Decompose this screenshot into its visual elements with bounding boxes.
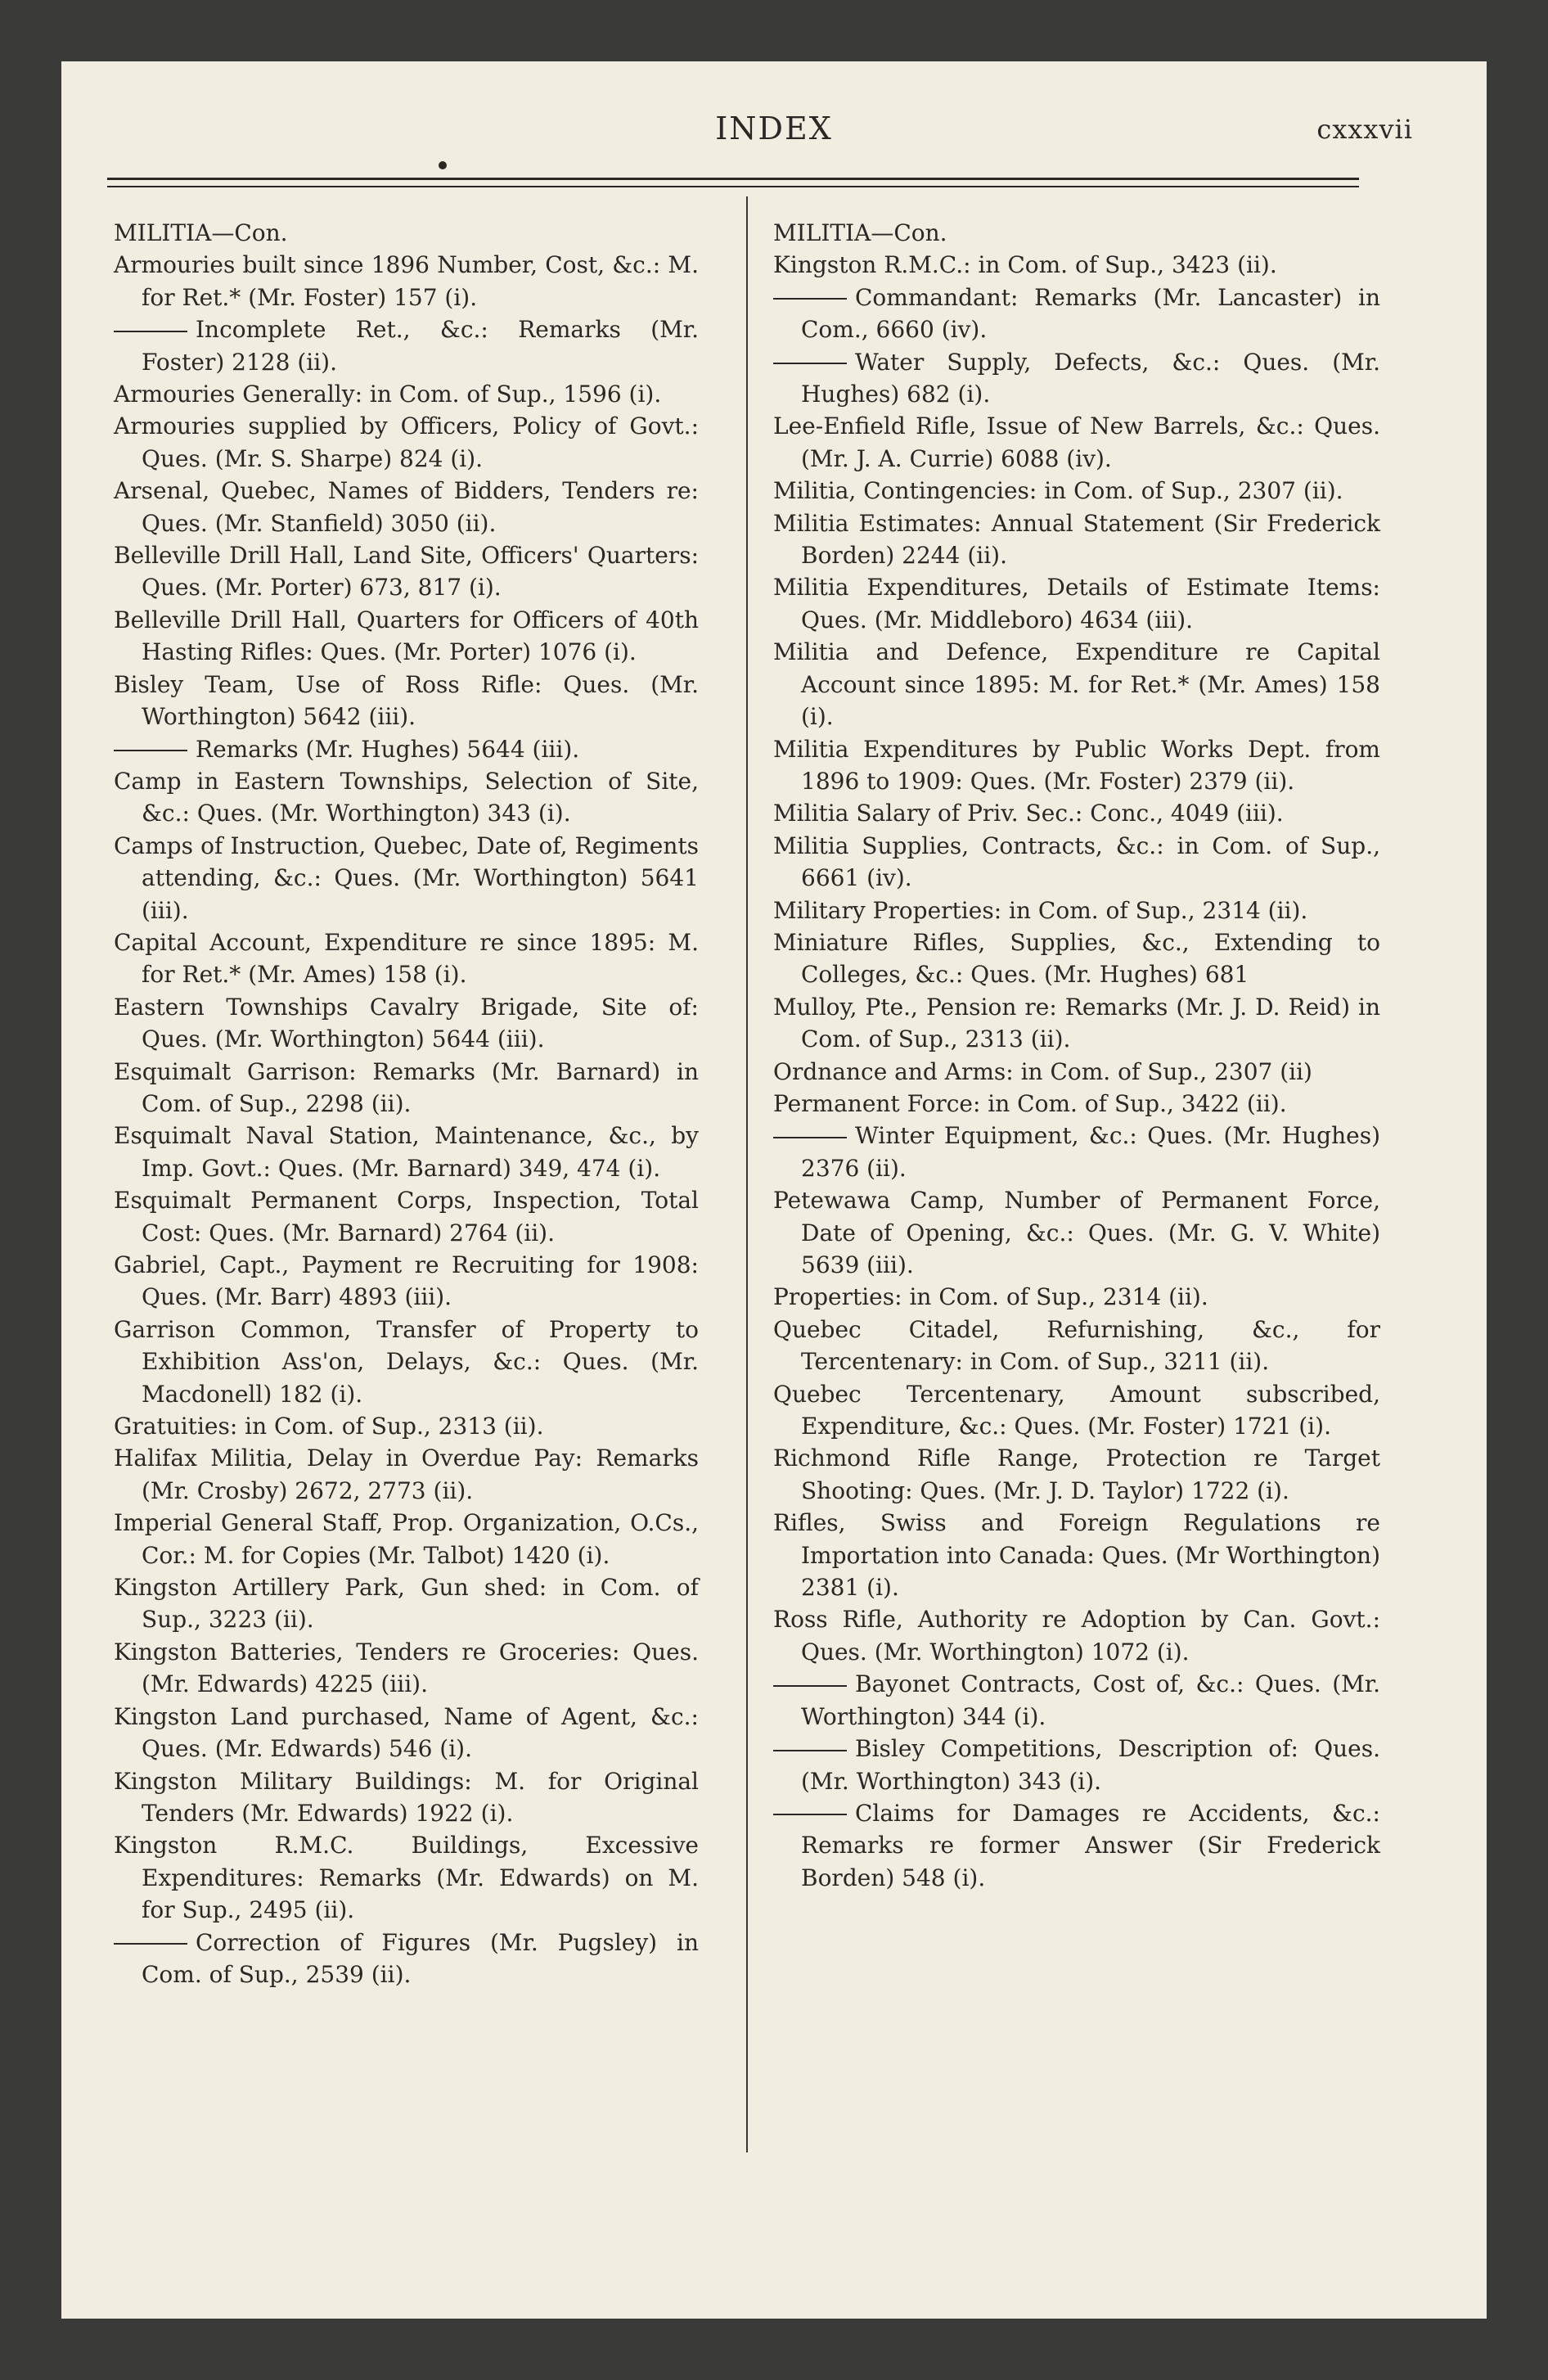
index-entry-text: Kingston Land purchased, Name of Agent, &c.: Ques. (Mr. Edwards) 546 (i). — [114, 1702, 699, 1763]
index-entry-text: Properties: in Com. of Sup., 2314 (ii). — [773, 1283, 1208, 1311]
index-entry-text: Armouries built since 1896 Number, Cost, &c.: M. for Ret.* (Mr. Foster) 157 (i). — [114, 251, 699, 311]
index-entry — [773, 926, 1380, 991]
index-entry-text: Militia Supplies, Contracts, &c.: in Com. of Sup., 6661 (iv). — [773, 832, 1380, 892]
index-entry-text: Armouries Generally: in Com. of Sup., 1596 (i). — [114, 381, 662, 408]
page-title: INDEX — [715, 110, 833, 146]
index-entry — [773, 410, 1380, 475]
index-entry — [114, 1507, 699, 1571]
index-entry — [773, 1507, 1380, 1603]
index-entry — [773, 895, 1380, 926]
index-entry-text: Gratuities: in Com. of Sup., 2313 (ii). — [114, 1413, 544, 1440]
index-entry-text: Garrison Common, Transfer of Property to Exhibition Ass'on, Delays, &c.: Ques. (Mr. Macdonell) 182 (i). — [114, 1315, 699, 1408]
ditto-dash — [773, 363, 847, 364]
index-entry — [114, 313, 699, 378]
index-entry-text: Camp in Eastern Townships, Selection of Site, &c.: Ques. (Mr. Worthington) 343 (i). — [114, 767, 699, 827]
ditto-dash — [773, 1685, 847, 1687]
index-entry-text: Armouries supplied by Officers, Policy of Govt.: Ques. (Mr. S. Sharpe) 824 (i). — [114, 412, 699, 472]
index-entry — [773, 830, 1380, 895]
index-entry-text: Richmond Rifle Range, Protection re Target Shooting: Ques. (Mr. J. D. Taylor) 1722 (i). — [773, 1445, 1380, 1504]
index-entry — [773, 1603, 1380, 1668]
index-entry — [114, 1701, 699, 1765]
index-entry — [114, 539, 699, 604]
index-entry — [114, 1927, 699, 1991]
index-entry — [114, 475, 699, 539]
index-entry — [114, 926, 699, 991]
index-entry — [114, 830, 699, 926]
index-entry-text: Commandant: Remarks (Mr. Lancaster) in Com., 6660 (iv). — [801, 283, 1380, 344]
page-header — [61, 110, 1487, 160]
index-entry-text: Gabriel, Capt., Payment re Recruiting for 1908: Ques. (Mr. Barr) 4893 (iii). — [114, 1251, 699, 1311]
index-entry — [773, 282, 1380, 346]
index-entry-text: Ordnance and Arms: in Com. of Sup., 2307 (ii) — [773, 1057, 1312, 1085]
index-entry — [773, 991, 1380, 1056]
left-entries — [114, 249, 699, 1990]
index-entry — [773, 1668, 1380, 1733]
index-entry — [114, 765, 699, 830]
index-entry — [114, 991, 699, 1056]
index-entry — [114, 1765, 699, 1830]
printer-dot — [439, 161, 447, 169]
index-entry-text: Military Properties: in Com. of Sup., 2314 (ii). — [773, 896, 1308, 924]
index-entry-text: Militia Expenditures by Public Works Dept. from 1896 to 1909: Ques. (Mr. Foster) 2379 (ii). — [773, 735, 1380, 795]
index-entry-text: Petewawa Camp, Number of Permanent Force, Date of Opening, &c.: Ques. (Mr. G. V. White) 5639 (iii). — [773, 1187, 1380, 1278]
index-entry — [773, 733, 1380, 798]
index-entry — [114, 1184, 699, 1249]
index-entry-text: Militia Expenditures, Details of Estimate Items: Ques. (Mr. Middleboro) 4634 (iii). — [773, 574, 1380, 633]
index-entry — [773, 475, 1380, 507]
index-entry-text: Mulloy, Pte., Pension re: Remarks (Mr. J. D. Reid) in Com. of Sup., 2313 (ii). — [773, 993, 1380, 1053]
index-entry-text: Kingston Military Buildings: M. for Original Tenders (Mr. Edwards) 1922 (i). — [114, 1767, 699, 1827]
index-entry-text: Ross Rifle, Authority re Adoption by Can. Govt.: Ques. (Mr. Worthington) 1072 (i). — [773, 1606, 1380, 1666]
index-entry-text: Miniature Rifles, Supplies, &c., Extending to Colleges, &c.: Ques. (Mr. Hughes) 681 — [773, 928, 1380, 989]
index-entry — [114, 1056, 699, 1120]
ditto-dash — [114, 750, 187, 751]
index-entry-text: Kingston R.M.C.: in Com. of Sup., 3423 (ii). — [773, 251, 1277, 279]
index-entry-text: Capital Account, Expenditure re since 1895: M. for Ret.* (Mr. Ames) 158 (i). — [114, 928, 699, 989]
index-entry — [773, 1314, 1380, 1378]
index-entry-text: Incomplete Ret., &c.: Remarks (Mr. Foster) 2128 (ii). — [142, 316, 699, 376]
index-entry — [114, 1442, 699, 1507]
index-entry — [114, 1636, 699, 1701]
index-entry-text: Eastern Townships Cavalry Brigade, Site of: Ques. (Mr. Worthington) 5644 (iii). — [114, 993, 699, 1053]
index-entry-text: Claims for Damages re Accidents, &c.: Remarks re former Answer (Sir Frederick Borden) 548 (i). — [801, 1799, 1380, 1891]
page-number: cxxxvii — [1316, 114, 1413, 145]
index-entry-text: Kingston Artillery Park, Gun shed: in Com. of Sup., 3223 (ii). — [114, 1574, 699, 1634]
index-entry-text: Militia Salary of Priv. Sec.: Conc., 4049 (iii). — [773, 800, 1284, 827]
index-entry — [114, 1410, 699, 1442]
index-entry-text: Esquimalt Naval Station, Maintenance, &c., by Imp. Govt.: Ques. (Mr. Barnard) 349, 474 (i). — [114, 1122, 699, 1182]
index-entry-text: Bisley Competitions, Description of: Ques. (Mr. Worthington) 343 (i). — [801, 1735, 1380, 1795]
index-entry — [773, 1088, 1380, 1120]
index-entry — [773, 1120, 1380, 1184]
index-entry — [773, 507, 1380, 572]
index-entry-text: Bayonet Contracts, Cost of, &c.: Ques. (Mr. Worthington) 344 (i). — [801, 1670, 1380, 1730]
index-entry-text: Esquimalt Garrison: Remarks (Mr. Barnard) in Com. of Sup., 2298 (ii). — [114, 1057, 699, 1117]
index-entry-text: Imperial General Staff, Prop. Organization, O.Cs., Cor.: M. for Copies (Mr. Talbot) 1420 (i). — [114, 1509, 699, 1569]
column-heading: MILITIA—Con. — [773, 219, 947, 246]
index-page — [61, 61, 1487, 2319]
index-entry-text: Militia Estimates: Annual Statement (Sir Frederick Borden) 2244 (ii). — [773, 509, 1380, 570]
index-entry-text: Militia and Defence, Expenditure re Capital Account since 1895: M. for Ret.* (Mr. Ames) 158 (i). — [773, 638, 1380, 731]
index-entry-text: Camps of Instruction, Quebec, Date of, Regiments attending, &c.: Ques. (Mr. Worthington) 5641 (iii). — [114, 832, 699, 924]
index-entry-text: Esquimalt Permanent Corps, Inspection, Total Cost: Ques. (Mr. Barnard) 2764 (ii). — [114, 1187, 699, 1246]
index-entry — [773, 1184, 1380, 1281]
index-entry — [114, 669, 699, 733]
index-entry — [114, 249, 699, 313]
index-entry — [773, 1442, 1380, 1507]
index-entry-text: Water Supply, Defects, &c.: Ques. (Mr. Hughes) 682 (i). — [801, 348, 1380, 408]
index-entry-text: Halifax Militia, Delay in Overdue Pay: Remarks (Mr. Crosby) 2672, 2773 (ii). — [114, 1445, 699, 1504]
index-entry-text: Militia, Contingencies: in Com. of Sup., 2307 (ii). — [773, 477, 1343, 505]
ditto-dash — [773, 1137, 847, 1138]
index-entry — [773, 1281, 1380, 1313]
index-entry — [773, 249, 1380, 281]
index-entry-text: Lee-Enfield Rifle, Issue of New Barrels, &c.: Ques. (Mr. J. A. Currie) 6088 (iv). — [773, 412, 1380, 472]
index-entry — [773, 797, 1380, 829]
index-entry — [114, 410, 699, 475]
right-column — [773, 217, 1380, 1894]
index-entry — [114, 604, 699, 669]
index-entry — [114, 1829, 699, 1926]
index-entry — [773, 1797, 1380, 1894]
index-entry-text: Bisley Team, Use of Ross Rifle: Ques. (Mr. Worthington) 5642 (iii). — [114, 670, 699, 731]
index-entry-text: Remarks (Mr. Hughes) 5644 (iii). — [196, 735, 580, 763]
index-entry — [773, 346, 1380, 411]
ditto-dash — [773, 1750, 847, 1751]
index-entry — [114, 378, 699, 410]
index-entry — [773, 1378, 1380, 1443]
header-rule-thick — [107, 178, 1359, 180]
index-entry — [114, 1249, 699, 1314]
index-entry — [773, 1056, 1380, 1088]
ditto-dash — [773, 298, 847, 300]
index-entry-text: Correction of Figures (Mr. Pugsley) in Com. of Sup., 2539 (ii). — [142, 1928, 699, 1988]
ditto-dash — [114, 1943, 187, 1945]
index-entry-text: Permanent Force: in Com. of Sup., 3422 (ii). — [773, 1089, 1287, 1117]
index-entry — [773, 1733, 1380, 1797]
index-entry-text: Belleville Drill Hall, Quarters for Officers of 40th Hasting Rifles: Ques. (Mr. Porter) 1076 (i). — [114, 606, 699, 666]
index-entry-text: Kingston R.M.C. Buildings, Excessive Expenditures: Remarks (Mr. Edwards) on M. for Sup., 2495 (ii). — [114, 1832, 699, 1924]
index-entry-text: Arsenal, Quebec, Names of Bidders, Tenders re: Ques. (Mr. Stanfield) 3050 (ii). — [114, 477, 699, 537]
index-entry — [773, 571, 1380, 636]
ditto-dash — [114, 331, 187, 332]
column-heading: MILITIA—Con. — [114, 219, 288, 246]
index-entry-text: Winter Equipment, &c.: Ques. (Mr. Hughes) 2376 (ii). — [801, 1122, 1380, 1182]
index-entry — [114, 733, 699, 765]
index-entry — [114, 1571, 699, 1636]
index-entry — [114, 1120, 699, 1184]
left-column — [114, 217, 699, 1990]
right-entries — [773, 249, 1380, 1894]
ditto-dash — [773, 1814, 847, 1815]
index-entry-text: Quebec Tercentenary, Amount subscribed, Expenditure, &c.: Ques. (Mr. Foster) 1721 (i). — [773, 1380, 1380, 1440]
index-entry-text: Kingston Batteries, Tenders re Groceries: Ques. (Mr. Edwards) 4225 (iii). — [114, 1638, 699, 1698]
header-rule-thin — [107, 186, 1359, 187]
index-entry-text: Belleville Drill Hall, Land Site, Officers' Quarters: Ques. (Mr. Porter) 673, 817 (i). — [114, 542, 699, 602]
index-entry — [114, 1314, 699, 1410]
index-entry-text: Quebec Citadel, Refurnishing, &c., for Tercentenary: in Com. of Sup., 3211 (ii). — [773, 1315, 1380, 1376]
index-entry-text: Rifles, Swiss and Foreign Regulations re Importation into Canada: Ques. (Mr Worthington) 2381 (i). — [773, 1509, 1380, 1602]
column-divider — [746, 196, 748, 2152]
index-entry — [773, 636, 1380, 732]
